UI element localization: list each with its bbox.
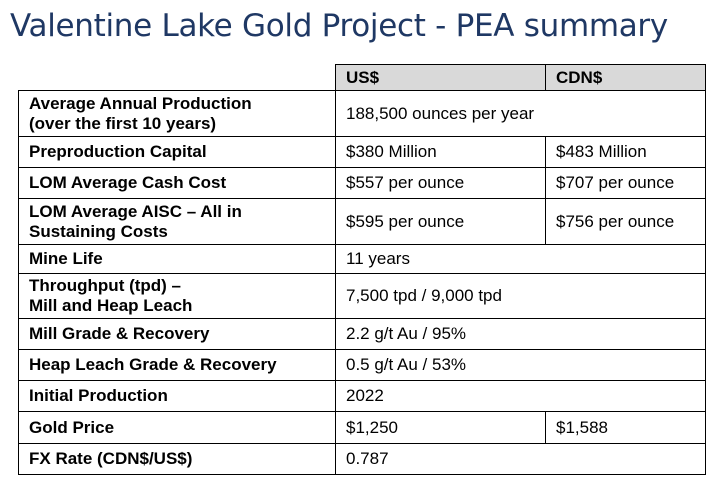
row-label-line2: Sustaining Costs bbox=[29, 221, 168, 241]
row-value-us: $595 per ounce bbox=[336, 199, 546, 245]
row-label: LOM Average Cash Cost bbox=[19, 168, 336, 199]
row-label: Heap Leach Grade & Recovery bbox=[19, 350, 336, 381]
page-title: Valentine Lake Gold Project - PEA summary bbox=[10, 8, 668, 44]
row-value-us: 2.2 g/t Au / 95% bbox=[336, 319, 706, 350]
row-label bbox=[19, 199, 336, 245]
row-value-us: 7,500 tpd / 9,000 tpd bbox=[336, 274, 706, 319]
row-value-us: $380 Million bbox=[336, 137, 546, 168]
table-row bbox=[19, 168, 706, 199]
row-label-line1: LOM Average AISC – All in bbox=[29, 201, 242, 221]
table-row bbox=[19, 245, 706, 274]
row-label-line2: (over the first 10 years) bbox=[29, 113, 217, 133]
row-label-line2: Mill and Heap Leach bbox=[29, 296, 193, 315]
row-value-us: 2022 bbox=[336, 381, 706, 412]
row-value-cdn: $707 per ounce bbox=[546, 168, 706, 199]
row-label: Preproduction Capital bbox=[19, 137, 336, 168]
row-value-us: 11 years bbox=[336, 245, 706, 274]
header-cdn: CDN$ bbox=[546, 65, 706, 91]
row-label: Gold Price bbox=[19, 412, 336, 444]
row-value-us: 0.5 g/t Au / 53% bbox=[336, 350, 706, 381]
table-header-row bbox=[19, 65, 706, 91]
row-label: Initial Production bbox=[19, 381, 336, 412]
table-row bbox=[19, 319, 706, 350]
table-row bbox=[19, 199, 706, 245]
table-row bbox=[19, 274, 706, 319]
row-value-us: $1,250 bbox=[336, 412, 546, 444]
row-label-line1: Average Annual Production bbox=[29, 93, 252, 113]
row-label bbox=[19, 91, 336, 137]
table-row bbox=[19, 412, 706, 444]
header-blank-cell bbox=[19, 65, 336, 91]
row-value-us: 0.787 bbox=[336, 444, 706, 475]
header-us: US$ bbox=[336, 65, 546, 91]
row-value-cdn: $756 per ounce bbox=[546, 199, 706, 245]
row-value-cdn: $483 Million bbox=[546, 137, 706, 168]
table-row bbox=[19, 381, 706, 412]
row-label: Mill Grade & Recovery bbox=[19, 319, 336, 350]
row-label: Mine Life bbox=[19, 245, 336, 274]
row-label-line1: Throughput (tpd) – bbox=[29, 276, 182, 295]
row-label bbox=[19, 274, 336, 319]
pea-summary-table bbox=[18, 64, 706, 475]
table-row bbox=[19, 350, 706, 381]
row-label: FX Rate (CDN$/US$) bbox=[19, 444, 336, 475]
row-value-us: $557 per ounce bbox=[336, 168, 546, 199]
table-row bbox=[19, 444, 706, 475]
table-row bbox=[19, 91, 706, 137]
table-row bbox=[19, 137, 706, 168]
row-value-us: 188,500 ounces per year bbox=[336, 91, 706, 137]
row-value-cdn: $1,588 bbox=[546, 412, 706, 444]
